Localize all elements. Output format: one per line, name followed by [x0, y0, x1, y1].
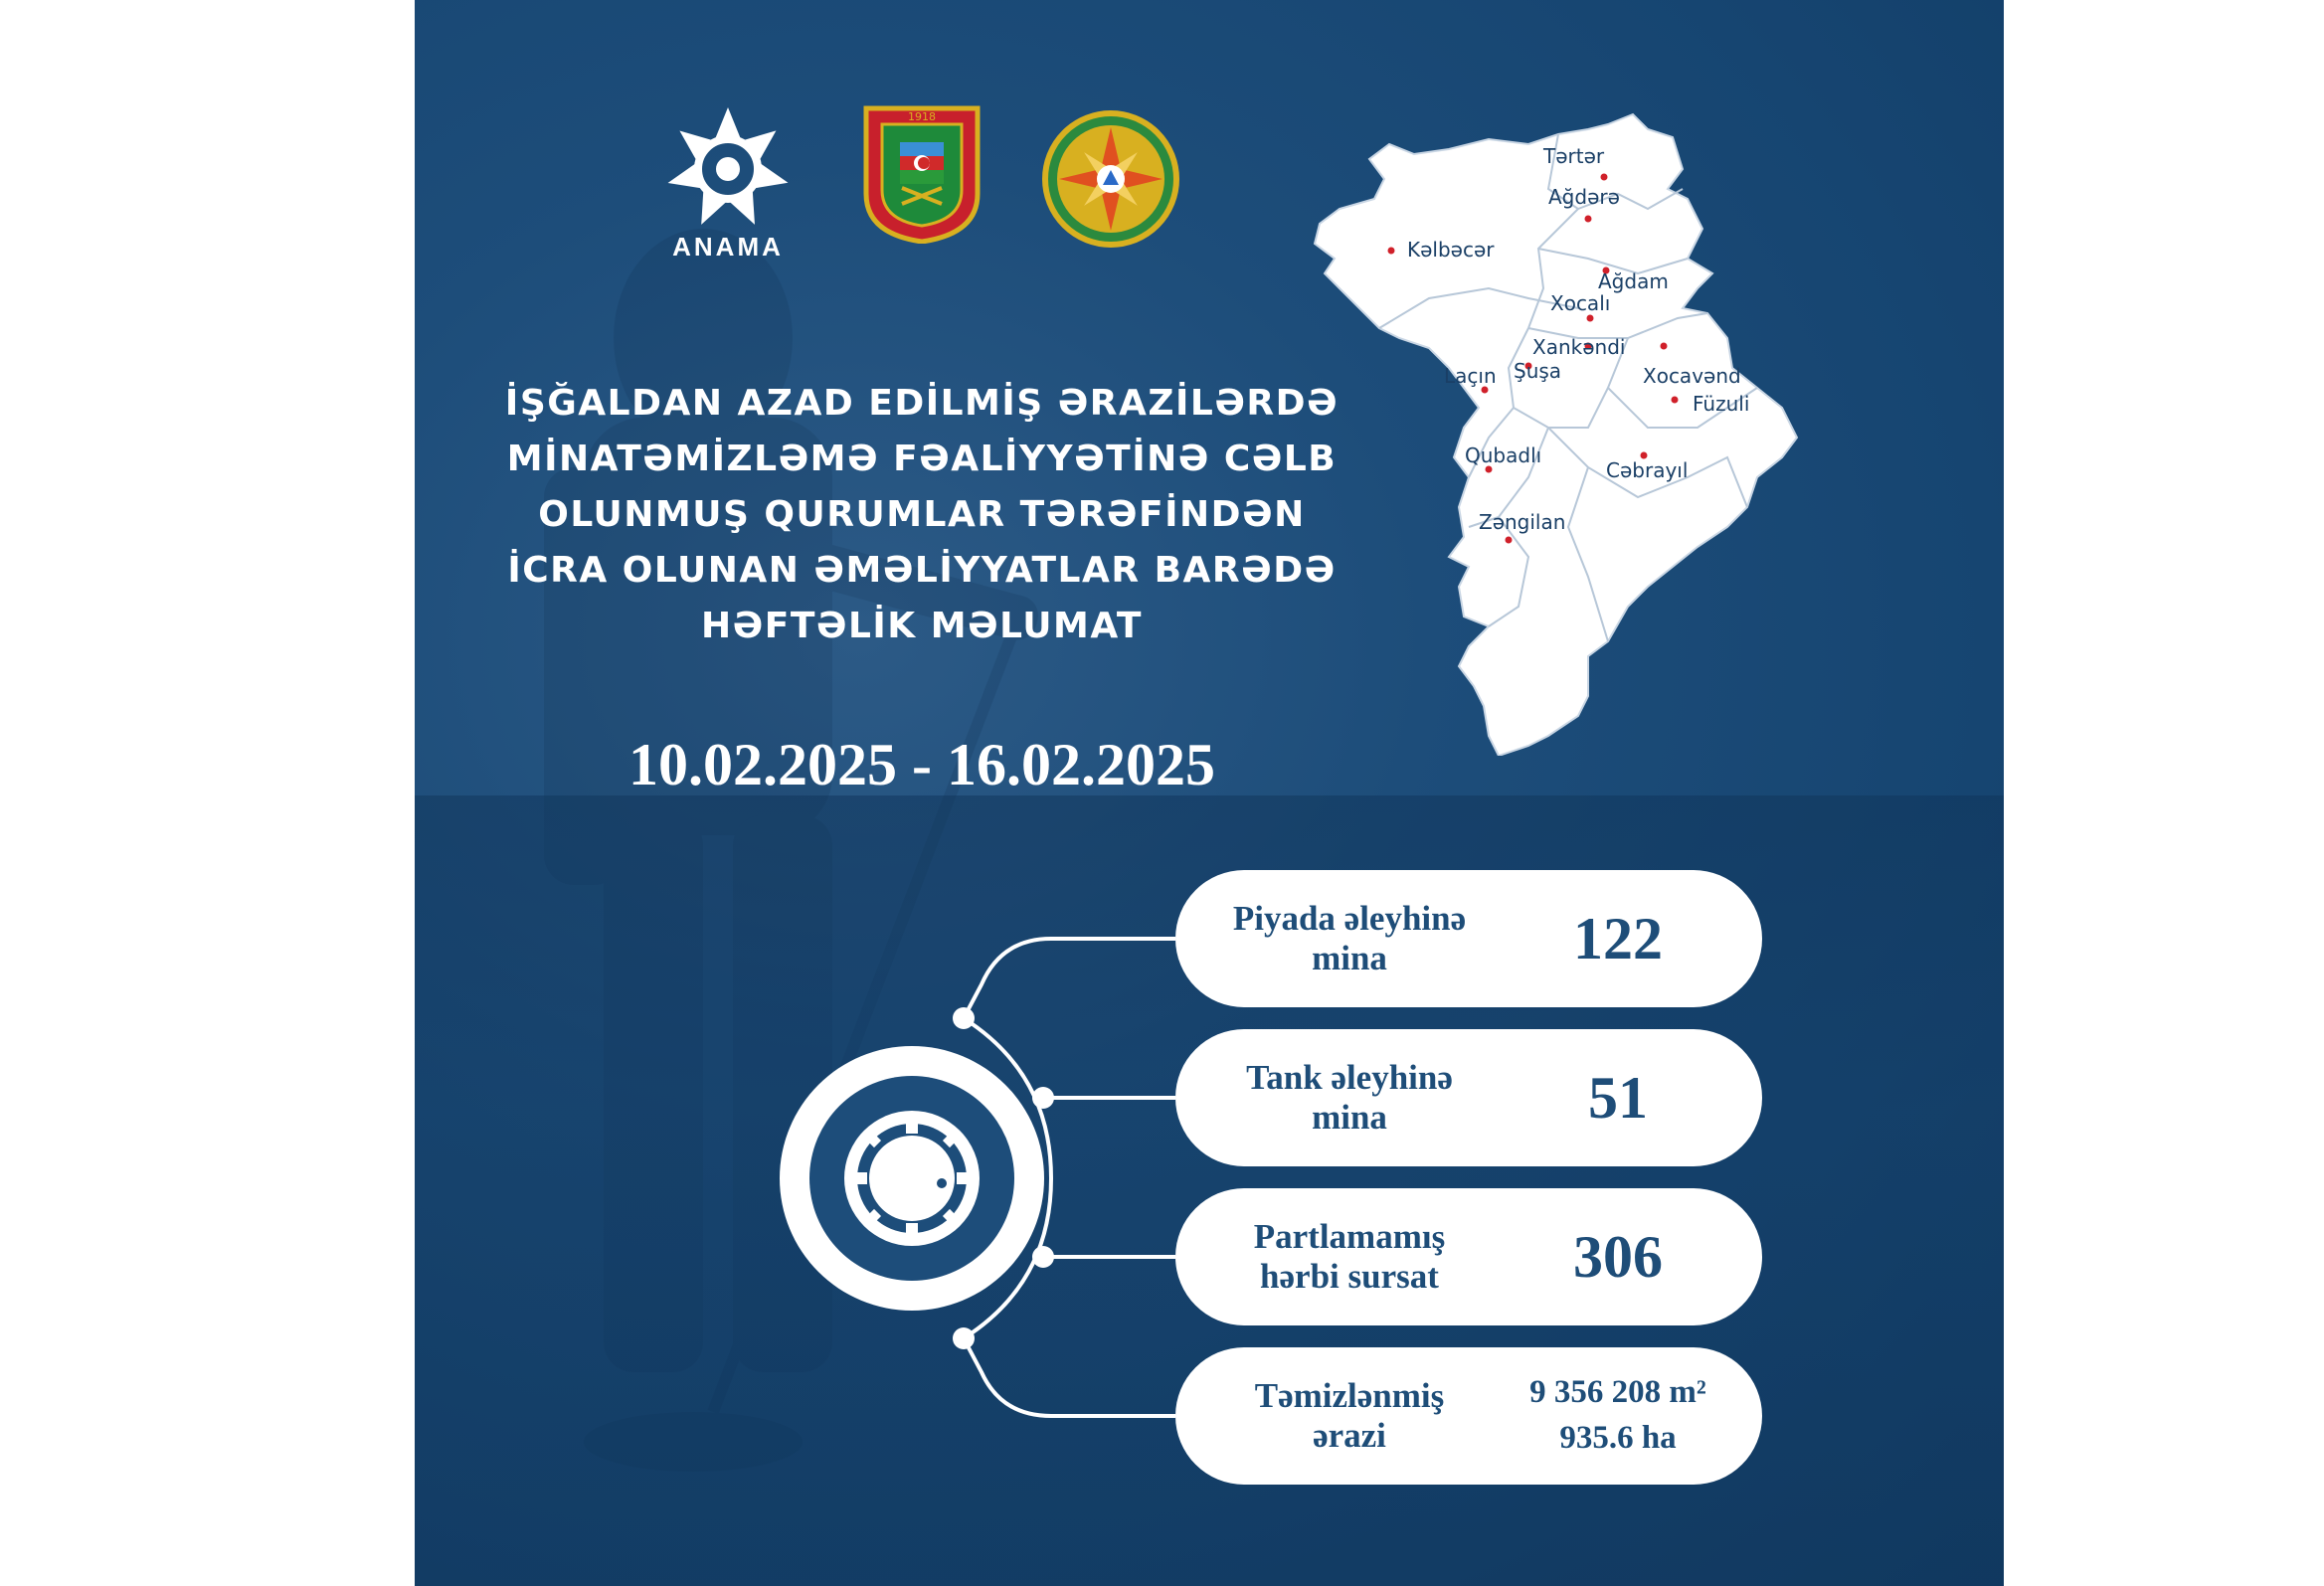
stat-value	[1494, 1369, 1742, 1461]
stat-label-line: Tank əleyhinə	[1246, 1058, 1453, 1097]
connector-node	[953, 1007, 975, 1029]
stat-label-line: mina	[1312, 939, 1387, 977]
map-district-label: Ağdam	[1598, 269, 1669, 293]
stat-label	[1205, 870, 1494, 1007]
stat-value-line: 935.6 ha	[1559, 1420, 1677, 1456]
stat-label	[1205, 1029, 1494, 1166]
map-district-label: Xocavənd	[1643, 364, 1741, 388]
stat-label	[1205, 1188, 1494, 1325]
infographic-poster	[415, 0, 2004, 1586]
stat-card-unexploded-ordnance	[1175, 1188, 1762, 1325]
headline-line: OLUNMUŞ QURUMLAR TƏRƏFİNDƏN	[538, 494, 1306, 535]
connector-line-1	[964, 939, 1175, 1018]
map-district-label: Şuşa	[1514, 359, 1562, 383]
anama-logo-text: ANAMA	[672, 232, 784, 262]
map-district-label: Qubadlı	[1465, 443, 1542, 467]
stat-value: 122	[1573, 905, 1663, 971]
map-district-label: Xocalı	[1550, 291, 1611, 315]
stat-card-antitank-mines	[1175, 1029, 1762, 1166]
connector-node	[1032, 1087, 1054, 1109]
stat-label-line: mina	[1312, 1098, 1387, 1137]
connector-node	[953, 1327, 975, 1349]
map-district-label: Zəngilan	[1479, 510, 1566, 534]
emblem-year-text: 1918	[908, 110, 936, 123]
stat-label-line: ərazi	[1313, 1416, 1386, 1455]
landmine-target-icon	[780, 1046, 1044, 1311]
map-district-label: Ağdərə	[1548, 185, 1620, 209]
stat-value-line: 9 356 208 m²	[1529, 1374, 1706, 1410]
headline-line: İŞĞALDAN AZAD EDİLMİŞ ƏRAZİLƏRDƏ	[504, 383, 1340, 424]
headline-line: MİNATƏMİZLƏMƏ FƏALİYYƏTİNƏ CƏLB	[506, 439, 1338, 479]
stat-value: 306	[1573, 1223, 1663, 1290]
map-district-label: Xankəndi	[1532, 335, 1626, 359]
headline-line: İCRA OLUNAN ƏMƏLİYYATLAR BARƏDƏ	[507, 550, 1337, 591]
stat-value: 51	[1588, 1064, 1648, 1131]
connector-line-4	[964, 1338, 1175, 1416]
map-district-label: Tərtər	[1543, 144, 1605, 168]
stat-label-line: Təmizlənmiş	[1254, 1376, 1445, 1415]
stat-label-line: Partlamamış	[1253, 1217, 1446, 1256]
stat-label-line: hərbi sursat	[1260, 1257, 1439, 1296]
map-district-label: Cəbrayıl	[1606, 458, 1689, 482]
stat-card-cleared-area	[1175, 1347, 1762, 1485]
map-district-label: Füzuli	[1693, 392, 1750, 416]
connector-node	[1032, 1246, 1054, 1268]
map-district-label: Kəlbəcər	[1407, 238, 1495, 262]
stat-card-antipersonnel-mines	[1175, 870, 1762, 1007]
stat-label	[1205, 1347, 1494, 1485]
date-range: 10.02.2025 - 16.02.2025	[628, 732, 1215, 797]
map-district-label: Laçın	[1444, 364, 1497, 388]
stat-label-line: Piyada əleyhinə	[1232, 899, 1467, 938]
headline-line: HƏFTƏLİK MƏLUMAT	[701, 606, 1143, 646]
